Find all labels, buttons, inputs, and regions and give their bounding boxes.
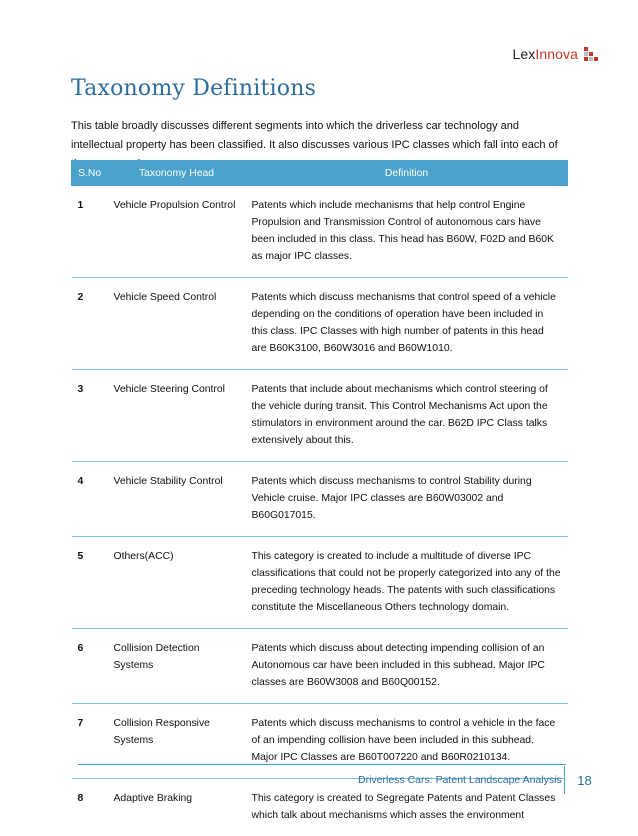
row-taxonomy-head: Vehicle Speed Control — [108, 278, 246, 370]
table-row — [72, 704, 568, 779]
row-number: 5 — [72, 537, 108, 629]
footer-title: Driverless Cars: Patent Landscape Analysis — [358, 774, 562, 786]
row-definition: Patents which discuss mechanisms to control Stability during Vehicle cruise. Major IPC classes are B60W03002 and B60G017015. — [246, 462, 568, 537]
row-taxonomy-head: Collision Detection Systems — [108, 629, 246, 704]
header-taxonomy-head: Taxonomy Head — [108, 161, 246, 186]
row-number: 6 — [72, 629, 108, 704]
row-definition: Patents which include mechanisms that help control Engine Propulsion and Transmission Control of autonomous cars have been included in this class. This head has B60W, F02D and B60K as major IPC classes. — [246, 186, 568, 278]
table-row — [72, 462, 568, 537]
row-definition: This category is created to Segregate Patents and Patent Classes which talk about mechanisms which asses the environment — [246, 779, 568, 836]
logo-mark-icon — [584, 47, 598, 61]
intro-paragraph: This table broadly discusses different segments into which the driverless car technology and intellectual property has been classified. It also discusses various IPC classes which fall into each of — [71, 117, 571, 174]
row-number: 1 — [72, 186, 108, 278]
table-row — [72, 278, 568, 370]
header-definition: Definition — [246, 161, 568, 186]
row-definition: Patents which discuss about detecting impending collision of an Autonomous car have been included in this subhead. Major IPC classes are B60W3008 and B60Q00152. — [246, 629, 568, 704]
row-taxonomy-head: Others(ACC) — [108, 537, 246, 629]
row-taxonomy-head: Vehicle Steering Control — [108, 370, 246, 462]
row-number: 7 — [72, 704, 108, 779]
page-title: Taxonomy Definitions — [71, 76, 316, 101]
row-number: 2 — [72, 278, 108, 370]
table-row — [72, 370, 568, 462]
table-header-row — [72, 161, 568, 186]
row-taxonomy-head: Adaptive Braking — [108, 779, 246, 836]
row-taxonomy-head: Collision Responsive Systems — [108, 704, 246, 779]
lexinnova-logo — [512, 46, 598, 62]
row-definition: Patents that include about mechanisms which control steering of the vehicle during transit. This Control Mechanisms Act upon the stimulators in environment around the car. B62D IPC Class talks extensively about this. — [246, 370, 568, 462]
table-row — [72, 629, 568, 704]
table-row — [72, 186, 568, 278]
footer-divider — [78, 764, 566, 765]
table-row — [72, 537, 568, 629]
row-number: 8 — [72, 779, 108, 836]
taxonomy-table — [71, 160, 568, 836]
page-number: 18 — [564, 766, 604, 794]
header-sno: S.No — [72, 161, 108, 186]
row-taxonomy-head: Vehicle Stability Control — [108, 462, 246, 537]
row-definition: Patents which discuss mechanisms to control a vehicle in the face of an impending collision have been included in this subhead. Major IPC Classes are B60T007220 and B60R0210134. — [246, 704, 568, 779]
row-definition: This category is created to include a multitude of diverse IPC classifications that could not be properly categorized into any of the preceding technology heads. The patents with such classifications constitute the Miscellaneous Others technology domain. — [246, 537, 568, 629]
table-row — [72, 779, 568, 836]
row-number: 3 — [72, 370, 108, 462]
row-taxonomy-head: Vehicle Propulsion Control — [108, 186, 246, 278]
row-definition: Patents which discuss mechanisms that control speed of a vehicle depending on the conditions of operation have been included in this class. IPC Classes with high number of patents in this head are B60K3100, B60W3016 and B60W1010. — [246, 278, 568, 370]
row-number: 4 — [72, 462, 108, 537]
logo-text: LexInnova — [512, 46, 578, 62]
